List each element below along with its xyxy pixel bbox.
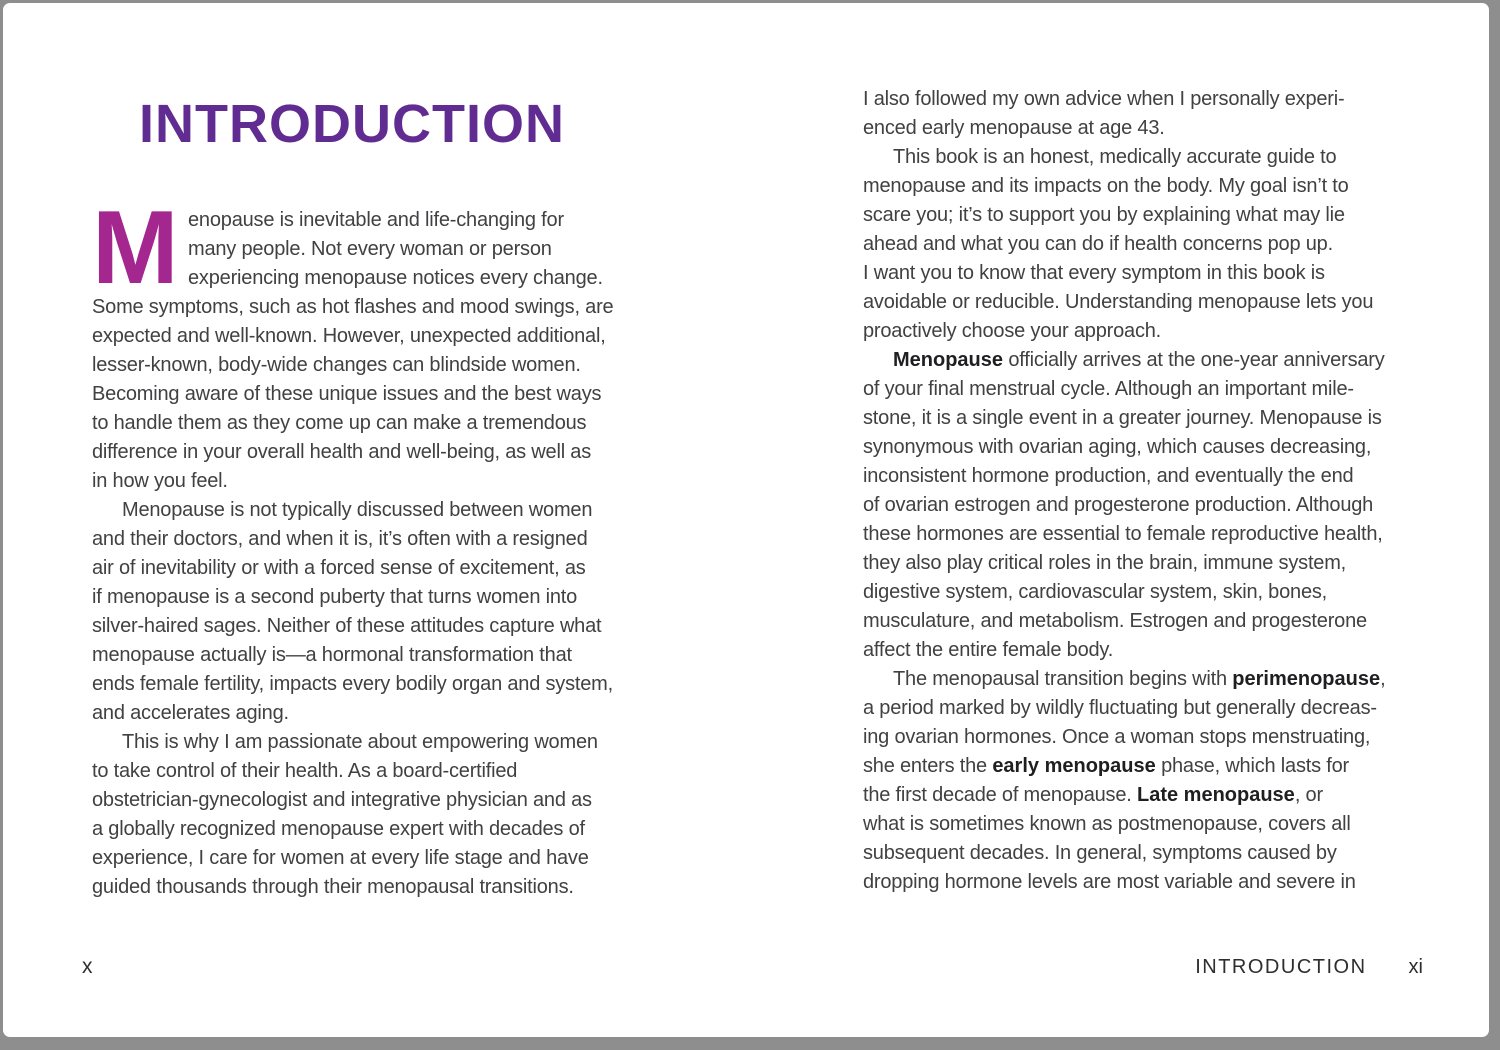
text-segment: these hormones are essential to female reproductive health, xyxy=(863,523,1383,545)
text-segment: phase, which lasts for xyxy=(1155,755,1350,777)
text-line xyxy=(92,409,637,438)
text-segment: obstetrician-gynecologist and integrative physician and as xyxy=(92,789,592,811)
text-segment: and their doctors, and when it is, it’s often with a resigned xyxy=(92,528,588,550)
right-page-footer xyxy=(1195,956,1423,979)
text-line xyxy=(863,462,1398,491)
text-line xyxy=(92,873,637,902)
text-line xyxy=(863,694,1398,723)
text-line xyxy=(863,172,1398,201)
text-line xyxy=(863,578,1398,607)
text-segment: subsequent decades. In general, symptoms caused by xyxy=(863,842,1337,864)
text-line xyxy=(863,114,1398,143)
text-segment: proactively choose your approach. xyxy=(863,320,1162,342)
left-page-number: x xyxy=(82,955,93,978)
text-line xyxy=(863,636,1398,665)
text-segment: digestive system, cardiovascular system, skin, bones, xyxy=(863,581,1328,603)
running-header-section-label: INTRODUCTION xyxy=(1195,956,1367,978)
text-segment: , xyxy=(1380,668,1386,690)
text-segment: , or xyxy=(1294,784,1323,806)
text-segment: if menopause is a second puberty that turns women into xyxy=(92,586,578,608)
text-line xyxy=(863,520,1398,549)
text-segment: experiencing menopause notices every change. xyxy=(188,267,603,289)
text-line xyxy=(92,728,637,757)
text-line xyxy=(863,288,1398,317)
text-segment: experience, I care for women at every life stage and have xyxy=(92,847,589,869)
chapter-title: INTRODUCTION xyxy=(139,94,565,154)
paragraph xyxy=(92,728,637,902)
text-line xyxy=(92,496,637,525)
text-segment: a period marked by wildly fluctuating but generally decreas- xyxy=(863,697,1377,719)
text-line xyxy=(92,525,637,554)
text-line xyxy=(92,583,637,612)
paragraph xyxy=(863,346,1398,665)
paragraph xyxy=(92,190,637,496)
text-line xyxy=(863,868,1398,897)
bold-term: Menopause xyxy=(893,349,1004,371)
text-line xyxy=(92,670,637,699)
text-segment: officially arrives at the one-year anniversary xyxy=(1003,349,1385,371)
text-line xyxy=(92,351,637,380)
text-line xyxy=(863,317,1398,346)
text-line xyxy=(863,433,1398,462)
text-segment: of ovarian estrogen and progesterone production. Although xyxy=(863,494,1374,516)
left-page-body xyxy=(92,190,637,902)
text-line xyxy=(92,844,637,873)
text-line xyxy=(92,554,637,583)
text-segment: The menopausal transition begins with xyxy=(893,668,1233,690)
text-segment: This is why I am passionate about empowering women xyxy=(122,731,598,753)
text-segment: they also play critical roles in the brain, immune system, xyxy=(863,552,1347,574)
text-segment: guided thousands through their menopausal transitions. xyxy=(92,876,574,898)
text-line xyxy=(863,723,1398,752)
text-segment: what is sometimes known as postmenopause, covers all xyxy=(863,813,1351,835)
text-line xyxy=(863,549,1398,578)
text-segment: enced early menopause at age 43. xyxy=(863,117,1165,139)
text-line xyxy=(863,201,1398,230)
text-segment: the first decade of menopause. xyxy=(863,784,1137,806)
text-line xyxy=(92,612,637,641)
text-line xyxy=(863,665,1398,694)
text-segment: avoidable or reducible. Understanding menopause lets you xyxy=(863,291,1374,313)
text-line xyxy=(92,815,637,844)
paragraph xyxy=(863,665,1398,897)
text-line xyxy=(92,380,637,409)
text-line xyxy=(863,259,1398,288)
text-segment: silver-haired sages. Neither of these attitudes capture what xyxy=(92,615,602,637)
text-segment: dropping hormone levels are most variable and severe in xyxy=(863,871,1356,893)
text-segment: affect the entire female body. xyxy=(863,639,1114,661)
right-page-body xyxy=(863,85,1398,897)
text-line xyxy=(92,786,637,815)
text-line xyxy=(863,230,1398,259)
text-segment: ahead and what you can do if health concerns pop up. xyxy=(863,233,1333,255)
text-segment: a globally recognized menopause expert with decades of xyxy=(92,818,585,840)
text-line xyxy=(92,322,637,351)
text-segment: of your final menstrual cycle. Although an important mile- xyxy=(863,378,1354,400)
text-line xyxy=(92,699,637,728)
text-line xyxy=(863,143,1398,172)
text-segment: inconsistent hormone production, and eventually the end xyxy=(863,465,1354,487)
drop-cap: M xyxy=(92,190,176,306)
text-segment: This book is an honest, medically accurate guide to xyxy=(893,146,1337,168)
text-segment: menopause and its impacts on the body. My goal isn’t to xyxy=(863,175,1349,197)
text-segment: stone, it is a single event in a greater journey. Menopause is xyxy=(863,407,1382,429)
text-line xyxy=(92,438,637,467)
text-line xyxy=(92,641,637,670)
text-line xyxy=(863,491,1398,520)
text-segment: lesser-known, body-wide changes can blindside women. xyxy=(92,354,581,376)
text-segment: expected and well-known. However, unexpected additional, xyxy=(92,325,606,347)
text-segment: many people. Not every woman or person xyxy=(188,238,552,260)
text-segment: I also followed my own advice when I personally experi- xyxy=(863,88,1345,110)
text-segment: scare you; it’s to support you by explaining what may lie xyxy=(863,204,1345,226)
text-segment: I want you to know that every symptom in this book is xyxy=(863,262,1325,284)
text-line xyxy=(863,404,1398,433)
text-line xyxy=(863,839,1398,868)
right-page-number: xi xyxy=(1408,956,1423,978)
text-line xyxy=(92,757,637,786)
text-segment: ends female fertility, impacts every bodily organ and system, xyxy=(92,673,613,695)
text-line xyxy=(863,346,1398,375)
text-segment: ing ovarian hormones. Once a woman stops menstruating, xyxy=(863,726,1371,748)
text-line xyxy=(863,375,1398,404)
book-spread-page xyxy=(3,3,1489,1037)
text-line xyxy=(92,467,637,496)
text-segment: to take control of their health. As a board-certified xyxy=(92,760,518,782)
text-segment: air of inevitability or with a forced sense of excitement, as xyxy=(92,557,586,579)
text-line xyxy=(863,85,1398,114)
text-segment: Becoming aware of these unique issues and the best ways xyxy=(92,383,602,405)
text-segment: synonymous with ovarian aging, which causes decreasing, xyxy=(863,436,1372,458)
paragraph xyxy=(863,143,1398,346)
text-segment: Menopause is not typically discussed between women xyxy=(122,499,593,521)
text-segment: she enters the xyxy=(863,755,993,777)
text-segment: enopause is inevitable and life-changing for xyxy=(188,209,564,231)
text-segment: difference in your overall health and well-being, as well as xyxy=(92,441,592,463)
text-segment: in how you feel. xyxy=(92,470,228,492)
paragraph xyxy=(863,85,1398,143)
text-line xyxy=(92,293,637,322)
bold-term: early menopause xyxy=(992,755,1156,777)
text-segment: to handle them as they come up can make a tremendous xyxy=(92,412,587,434)
text-line xyxy=(863,607,1398,636)
bold-term: perimenopause xyxy=(1232,668,1381,690)
text-segment: menopause actually is—a hormonal transformation that xyxy=(92,644,572,666)
text-segment: musculature, and metabolism. Estrogen and progesterone xyxy=(863,610,1367,632)
text-line xyxy=(863,752,1398,781)
text-segment: and accelerates aging. xyxy=(92,702,289,724)
text-line xyxy=(863,781,1398,810)
text-line xyxy=(863,810,1398,839)
text-segment: Some symptoms, such as hot flashes and mood swings, are xyxy=(92,296,614,318)
bold-term: Late menopause xyxy=(1136,784,1295,806)
paragraph xyxy=(92,496,637,728)
